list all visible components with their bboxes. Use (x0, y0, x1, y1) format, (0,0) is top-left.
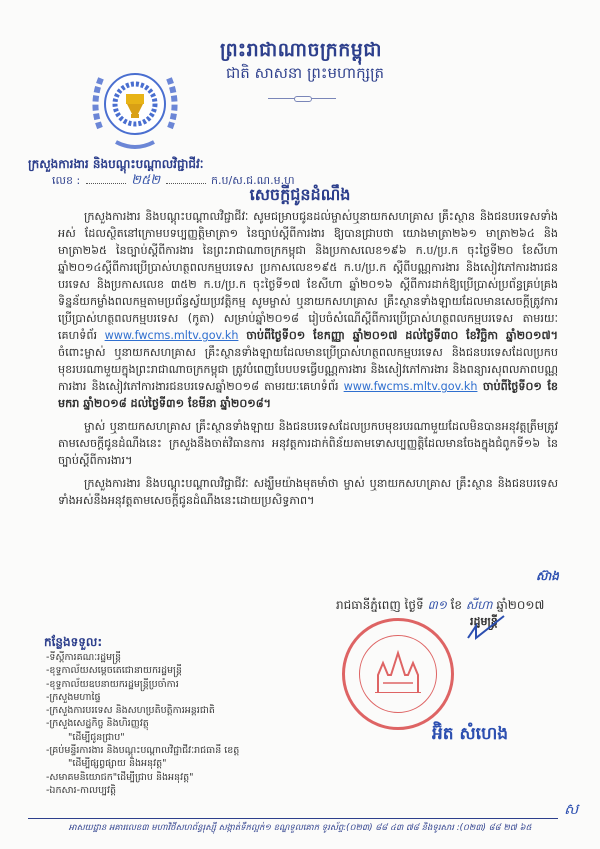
paragraph-3: ក្រសួងការងារ និងបណ្តុះបណ្តាលវិជ្ជាជីវៈ សង្ឃឹមយ៉ាងមុតមាំថា ម្ចាស់ ឬនាយកសហគ្រាស គ្រឹះស្ថាន និងជនបរទេសទាំងអស់នឹងអនុវត្តតាមសេចក្តីជូនដំណឹងនេះដោយប្រសិទ្ធភាព។ (58, 477, 558, 507)
recipient-item: -ក្រសួងសេដ្ឋកិច្ច និងហិរញ្ញវត្ថុ (46, 718, 149, 730)
recipient-item: -សមាគមនិយោជក"ដើម្បីជ្រាប និងអនុវត្ត" (46, 771, 194, 783)
minister-title: រដ្ឋមន្ត្រី (470, 615, 498, 628)
fwcms-link-2[interactable]: www.fwcms.mltv.gov.kh (343, 380, 478, 393)
ministry-logo-icon (86, 58, 184, 156)
ref-number-handwritten: ២៥២ (131, 173, 161, 188)
recipient-note: "ដើម្បីជូនជ្រាប" (68, 731, 125, 743)
ornament-divider (268, 98, 336, 105)
day-handwritten: ៣១ (427, 598, 447, 612)
recipient-note: "ដើម្បីផ្សព្វផ្សាយ និងអនុវត្ត" (68, 758, 167, 770)
paragraph-2: ម្ចាស់ ឬនាយកសហគ្រាស គ្រឹះស្ថានទាំងឡាយ និងជនបរទេសដែលប្រកបមុខរបរណាមួយដែលមិនបានអនុវត្តត្រឹមត្រូវតាមសេចក្តីជូនដំណឹងនេះ ក្រសួងនឹងចាត់វិធានការ អនុវត្តការដាក់ពិន័យតាមទោសប្បញ្ញត្តិដែលមានចែងក្នុងជំពូកទី១៦ នៃច្បាប់ស្តីពីការងារ។ (58, 420, 558, 467)
recipient-item: -ក្រសួងការបរទេស និងសហប្រតិបត្តិការអន្តរជាតិ (46, 705, 215, 717)
recipient-item: -គ្រប់មន្ទីរការងារ និងបណ្តុះបណ្តាលវិជ្ជាជីវៈរាជធានី ខេត្ត (46, 745, 240, 757)
recipient-item: -ក្រសួងមហាផ្ទៃ (46, 691, 101, 703)
fwcms-link-1[interactable]: www.fwcms.mltv.gov.kh (104, 329, 239, 342)
national-motto: ជាតិ សាសនា ព្រះមហាក្សត្រ (226, 64, 385, 82)
signer-name: អ៊ិត សំហេង (432, 724, 509, 744)
handwritten-initial-bottom: ស (564, 800, 579, 818)
month-handwritten: សីហា (465, 598, 493, 612)
notice-body (58, 208, 558, 515)
footer-address: អាសយដ្ឋាន អគារលេខ៣ មហាវិថីសហព័ន្ធរុស្ស៊ី សង្កាត់ទឹកល្អក់១ ខណ្ឌទួលគោក ទូរស័ព្ទ:(០២៣) ៨៨ ៤៣ ៧៨ និងទូរសារ :(០២៣) ៨៨ ២៧ ៦៥ (68, 823, 532, 833)
recipient-item: -ទីស្តីការគណៈរដ្ឋមន្ត្រី (46, 652, 122, 663)
handwritten-initials: ស៊ាង (536, 569, 559, 583)
recipients-list (46, 651, 239, 797)
angkor-temple-icon (373, 649, 423, 693)
recipients-title: កន្លែងទទួល: (44, 635, 103, 649)
recipient-item: -ខុទ្ទកាល័យឧបនាយករដ្ឋមន្ត្រីប្រចាំការ (46, 678, 179, 690)
recipient-item: -ខុទ្ទកាល័យសម្តេចតេជោនាយករដ្ឋមន្ត្រី (46, 665, 182, 677)
recipient-item: -ឯកសារ-កាលប្បវត្តិ (46, 784, 116, 796)
kingdom-title: ព្រះរាជាណាចក្រកម្ពុជា (220, 39, 382, 61)
date-line: រាជធានីភ្នំពេញ ថ្ងៃទី ៣១ ខែ សីហា ឆ្នាំ២០១៧ (336, 598, 545, 612)
signature-stroke-icon (466, 612, 506, 642)
footer-divider (28, 818, 558, 819)
ref-suffix: ក.ប/ស.ជ.ណ.ម.ហ (211, 174, 295, 187)
ref-label: លេខ : (52, 174, 81, 187)
issuing-ministry: ក្រសួងការងារ និងបណ្តុះបណ្តាលវិជ្ជាជីវៈ (28, 157, 204, 171)
red-seal-icon (342, 618, 454, 730)
document-subject: សេចក្តីជូនដំណឹង (249, 185, 351, 204)
paragraph-1: ក្រសួងការងារ និងបណ្តុះបណ្តាលវិជ្ជាជីវៈ សូមជម្រាបជូនដល់ម្ចាស់ឬនាយកសហគ្រាស គ្រឹះស្ថាន និងជនបរទេសទាំងអស់ ដែលស្ថិតនៅក្រោមបទប្បញ្ញត្តិមាត្រា១ នៃច្បាប់ស្តីពីការងារ ឱ្យបានជ្រាបថា យោងមាត្រា២៦១ មាត្រា២៦៤ និងមាត្រា២៦៥ នៃច្បាប់ស្តីពីការងារ នៃព្រះរាជាណាចក្រកម្ពុជា និងប្រកាសលេខ១៩៦ ក.ប/ប្រ.ក ចុះថ្ងៃទី២០ ខែសីហា ឆ្នាំ២០១៤ស្តីពីការប្រើប្រាស់ហត្ថពលកម្មបរទេស ប្រកាសលេខ១៩៥ ក.ប/ប្រ.ក ស្តីពីបណ្ណការងារ និងសៀវភៅការងារជនបរទេស និងប្រកាសលេខ ៣៥២ ក.ប/ប្រ.ក ចុះថ្ងៃទី១៧ ខែសីហា ឆ្នាំ២០១៦ ស្តីពីការដាក់ឱ្យប្រើប្រាស់ប្រព័ន្ធគ្រប់គ្រង ទិន្នន័យកម្លាំងពលកម្មតាមប្រព័ន្ធស្វ័យប្រវត្តិកម្ម សូមម្ចាស់ ឬនាយកសហគ្រាស គ្រឹះស្ថានទាំងឡាយដែលមានសេចក្តីត្រូវការប្រើប្រាស់ហត្ថពលកម្មបរទេស (កូតា) សម្រាប់ឆ្នាំ២០១៨ រៀបចំសំណើស្តីពីការប្រើប្រាស់ហត្ថពលកម្មបរទេស តាមរយៈគេហទំព័រ www.fwcms.mltv.gov.kh ចាប់ពីថ្ងៃទី០១ ខែកញ្ញា ឆ្នាំ២០១៧ ដល់ថ្ងៃទី៣០ ខែវិច្ឆិកា ឆ្នាំ២០១៧។ ចំពោះម្ចាស់ ឬនាយកសហគ្រាស គ្រឹះស្ថានទាំងឡាយដែលមានប្រើប្រាស់ហត្ថពលកម្មបរទេស និងជនបរទេសដែលប្រកបមុខរបរណាមួយក្នុងព្រះរាជាណាចក្រកម្ពុជា ត្រូវបំពេញបែបបទធ្វើបណ្ណការងារ និងសៀវភៅការងារ និងពន្យារសុពលភាពបណ្ណការងារ និងសៀវភៅការងារជនបរទេសឆ្នាំ២០១៨ តាមរយៈគេហទំព័រ www.fwcms.mltv.gov.kh ចាប់ពីថ្ងៃទី០១ ខែមករា ឆ្នាំ២០១៨ ដល់ថ្ងៃទី៣១ ខែមីនា ឆ្នាំ២០១៨។ (58, 210, 558, 410)
